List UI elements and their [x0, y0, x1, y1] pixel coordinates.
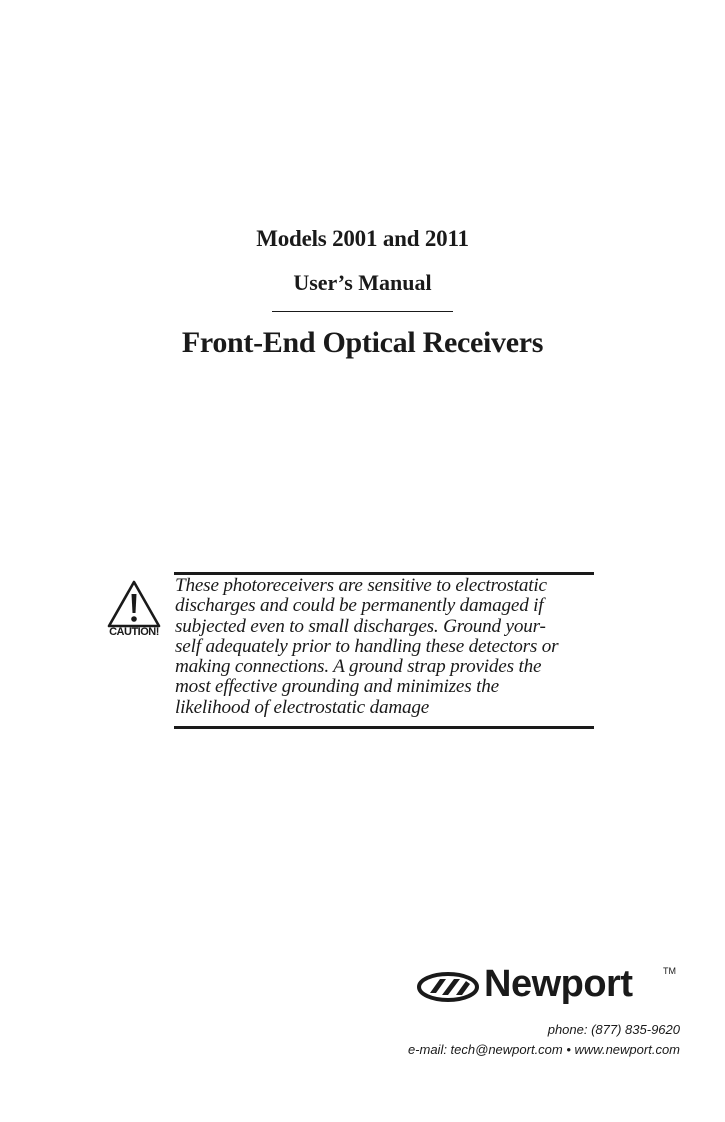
- caution-line: These photoreceivers are sensitive to electrostatic: [175, 575, 547, 596]
- caution-bottom-bar: [174, 726, 594, 729]
- caution-line: discharges and could be permanently damaged if: [175, 595, 544, 617]
- trademark-mark: TM: [663, 966, 676, 976]
- heading-rule: [272, 311, 453, 312]
- caution-line: most effective grounding and minimizes the: [175, 676, 499, 698]
- caution-label: CAUTION!: [109, 626, 159, 638]
- manual-heading: User’s Manual: [293, 270, 432, 295]
- models-heading: Models 2001 and 2011: [256, 226, 469, 251]
- caution-line: making connections. A ground strap provides the: [175, 656, 542, 678]
- brand-name: Newport: [484, 963, 633, 1005]
- caution-line: likelihood of electrostatic damage: [175, 696, 430, 718]
- contact-line: e-mail: tech@newport.com • www.newport.com: [407, 1042, 680, 1057]
- phone-line: phone: (877) 835-9620: [547, 1022, 680, 1037]
- page-title: Front-End Optical Receivers: [181, 326, 544, 359]
- caution-line: subjected even to small discharges. Ground your-: [175, 615, 546, 637]
- caution-line: self adequately prior to handling these detectors or: [175, 635, 559, 657]
- caution-text: [175, 576, 595, 718]
- newport-logo-icon: [416, 970, 480, 1004]
